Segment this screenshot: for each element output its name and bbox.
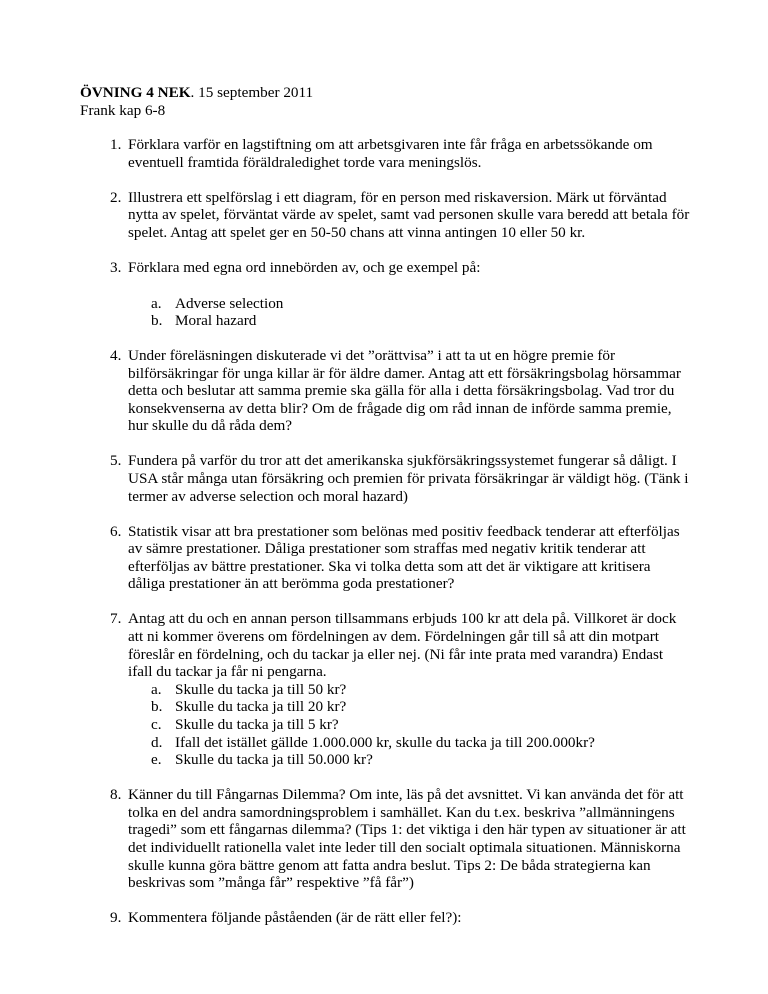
subitem [128, 716, 690, 734]
question-number: 3. [110, 258, 122, 276]
subitem [128, 698, 690, 716]
subitem-text: Ifall det istället gällde 1.000.000 kr, skulle du tacka ja till 200.000kr? [175, 733, 595, 751]
question-number: 8. [110, 786, 122, 804]
question-4 [80, 347, 690, 435]
question-text: Antag att du och en annan person tillsammans erbjuds 100 kr att dela på. Villkoret är dock att ni kommer överens om fördelningen av dem. Fördelningen går till så att din motpart föreslår en fördelning, och du tackar ja eller nej. (Ni får inte prata med varandra) Endast ifall du tackar ja får ni pengarna. [128, 610, 677, 681]
exercise-date: . 15 september 2011 [190, 84, 314, 101]
question-text: Under föreläsningen diskuterade vi det ”orättvisa” i att ta ut en högre premie för bilförsäkringar för unga killar är för äldre damer. Antag att ett försäkringsbolag hörsammar detta och beslutar att samma premie ska gälla för alla i detta försäkringsbolag. Vad tror du konsekvenserna av detta blir? Om de frågade dig om råd innan de införde samma premie, hur skulle du då råda dem? [128, 347, 681, 435]
subitem-letter: b. [151, 698, 163, 716]
question-text: Fundera på varför du tror att det amerikanska sjukförsäkringssystemet fungerar så dåligt. I USA står många utan försäkring och premien för privata försäkringar är väldigt hög. (Tänk i termer av adverse selection och moral hazard) [128, 452, 689, 505]
question-number: 6. [110, 522, 122, 540]
question-text: Statistik visar att bra prestationer som belönas med positiv feedback tenderar att efterföljas av sämre prestationer. Dåliga prestationer som straffas med negativ kritik tenderar att efterföljas av bättre prestationer. Ska vi tolka detta som att det är viktigare att kritisera dåliga prestationer än att berömma goda prestationer? [128, 522, 680, 593]
subitem-letter: d. [151, 733, 163, 751]
subitem [128, 295, 690, 313]
question-text: Förklara med egna ord innebörden av, och ge exempel på: [128, 258, 481, 276]
subitem-list [128, 681, 690, 769]
subitem-text: Skulle du tacka ja till 5 kr? [175, 715, 339, 733]
question-2 [80, 189, 690, 242]
exercise-title [80, 84, 690, 102]
question-number: 5. [110, 452, 122, 470]
subitem [128, 312, 690, 330]
subitem-text: Skulle du tacka ja till 50 kr? [175, 680, 347, 698]
subitem-list [128, 295, 690, 330]
question-number: 9. [110, 909, 122, 927]
question-9 [80, 909, 690, 927]
subitem-letter: e. [151, 751, 162, 769]
question-number: 2. [110, 188, 122, 206]
subitem-letter: a. [151, 680, 162, 698]
subitem [128, 734, 690, 752]
exercise-title-bold: ÖVNING 4 NEK [80, 84, 191, 101]
document-page [80, 84, 690, 944]
question-text: Känner du till Fångarnas Dilemma? Om inte, läs på det avsnittet. Vi kan använda det för att tolka en del andra samordningsproblem i samhället. Kan du t.ex. beskriva ”allmänningens tragedi” som ett fångarnas dilemma? (Tips 1: det viktiga i den här typen av situationer är att det individuellt rationella valet inte leder till den socialt optimala situationen. Människorna skulle kunna göra bättre genom att fatta andra beslut. Tips 2: De båda strategierna kan beskrivas som ”många får” respektive ”få får”) [128, 786, 686, 892]
question-number: 1. [110, 136, 122, 154]
question-1 [80, 136, 690, 171]
subitem [128, 751, 690, 769]
subitem-letter: b. [151, 312, 163, 330]
exercise-subtitle: Frank kap 6-8 [80, 101, 166, 119]
question-text: Illustrera ett spelförslag i ett diagram, för en person med riskaversion. Märk ut förväntad nytta av spelet, förväntat värde av spelet, samt vad personen skulle vara beredd att betala för spelet. Antag att spelet ger en 50-50 chans att vinna antingen 10 eller 50 kr. [128, 188, 690, 241]
subitem [128, 681, 690, 699]
question-5 [80, 452, 690, 505]
question-text: Förklara varför en lagstiftning om att arbetsgivaren inte får fråga en arbetssökande om eventuell framtida föräldraledighet torde vara meningslös. [128, 136, 653, 171]
subitem-text: Moral hazard [175, 312, 257, 330]
subitem-letter: c. [151, 715, 162, 733]
subitem-text: Adverse selection [175, 294, 284, 312]
subitem-text: Skulle du tacka ja till 20 kr? [175, 698, 347, 716]
question-8 [80, 786, 690, 892]
question-7 [80, 610, 690, 768]
question-number: 7. [110, 610, 122, 628]
question-3 [80, 259, 690, 330]
question-text: Kommentera följande påståenden (är de rätt eller fel?): [128, 909, 462, 927]
subitem-letter: a. [151, 294, 162, 312]
question-number: 4. [110, 347, 122, 365]
question-list [80, 136, 690, 927]
question-6 [80, 523, 690, 593]
subitem-text: Skulle du tacka ja till 50.000 kr? [175, 751, 373, 769]
